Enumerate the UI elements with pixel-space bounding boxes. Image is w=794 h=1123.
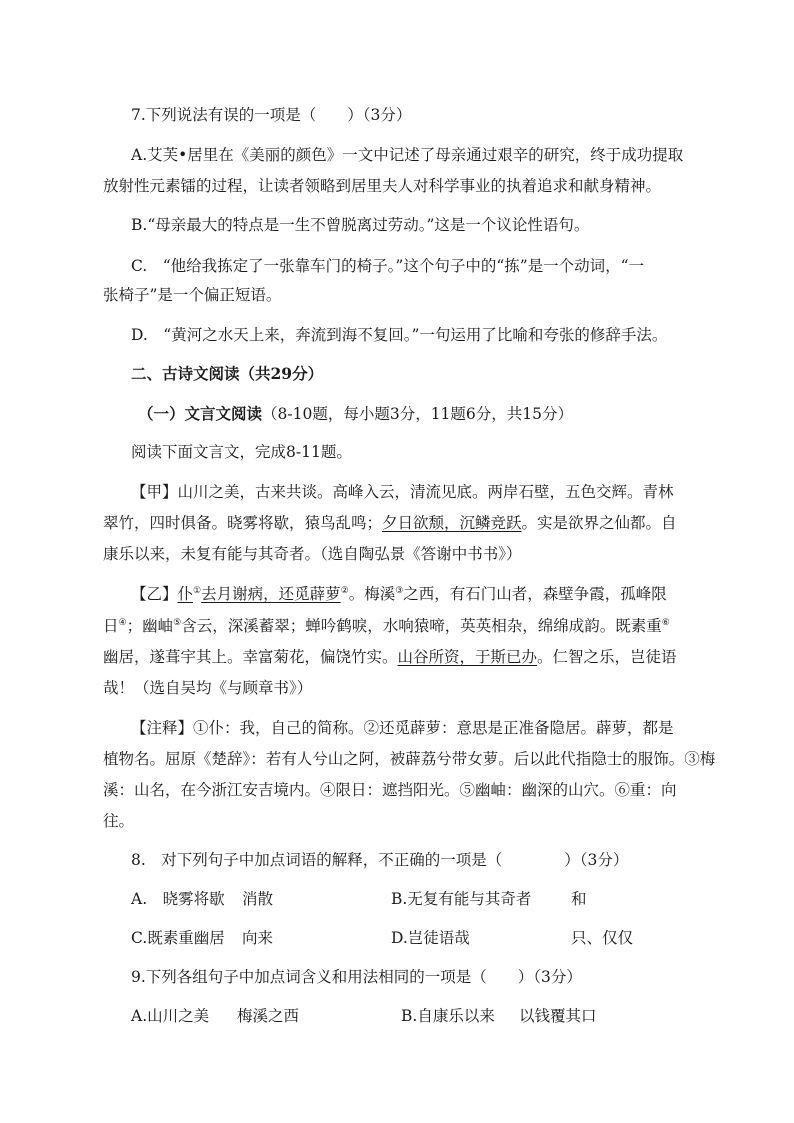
q7-option-c-line2: 张椅子”是一个偏正短语。	[103, 286, 282, 304]
passage-jia-line1: 【甲】山川之美，古来共谈。高峰入云，清流见底。两岸石壁，五色交辉。青林	[131, 483, 674, 501]
q7-option-d: D. “黄河之水天上来，奔流到海不复回。”一句运用了比喻和夸张的修辞手法。	[131, 326, 668, 344]
footnote-marker: ⑤	[173, 617, 182, 628]
q7-option-b: B.“母亲最大的特点是一生不曾脱离过劳动。”这是一个议论性语句。	[131, 216, 590, 234]
yi-underlined-text: 山谷所资，于斯已办	[397, 648, 538, 666]
section2-subtitle	[138, 404, 573, 424]
yi-text: 之西，有石门山者，森壁争霞，孤峰限	[403, 585, 667, 603]
q8-option-a-sentence: A. 晓雾将歇	[131, 890, 225, 908]
footnote-marker: ①	[193, 585, 202, 596]
q8-option-a-meaning: 消散	[242, 890, 274, 908]
yi-text: 日	[103, 617, 119, 635]
q8-option-d-meaning: 只、仅仅	[571, 929, 634, 947]
q8-stem: 8. 对下列句子中加点词语的解释，不正确的一项是（ ）（3分）	[131, 851, 629, 869]
q8-option-b-sentence: B.无复有能与其奇者	[391, 890, 532, 908]
passage-yi-line2	[103, 616, 670, 636]
section2-title: 二、古诗文阅读（共29分）	[131, 364, 324, 383]
q9-option-b-second: 以钱覆其口	[519, 1007, 597, 1025]
q7-stem: 7.下列说法有误的一项是（ ）（3分）	[131, 106, 412, 124]
q9-option-a-first: A.山川之美	[131, 1007, 210, 1025]
footnote-marker: ⑥	[661, 617, 670, 628]
q8-option-b-meaning: 和	[571, 890, 587, 908]
notes-line1: 【注释】①仆：我，自己的简称。②还觅薜萝：意思是正准备隐居。薜萝，都是	[131, 719, 674, 737]
subtitle-bold: （一）文言文阅读	[138, 404, 263, 423]
passage-yi-line3	[103, 647, 677, 667]
yi-text: 含云，深溪蓄翠；蝉吟鹤唳，水响猿啼，英英相杂，绵绵成韵。既素重	[181, 617, 662, 635]
q8-option-c-sentence: C.既素重幽居	[131, 929, 225, 947]
passage-jia-line2	[103, 513, 677, 533]
q7-option-a-line2: 放射性元素镭的过程，让读者领略到居里夫人对科学事业的执着追求和献身精神。	[103, 177, 662, 195]
footnote-marker: ④	[118, 617, 127, 628]
yi-text: 。仁智之乐，岂徒语	[537, 648, 677, 666]
jia-underlined-text: 夕日欲颓，沉鳞竞跃	[382, 514, 522, 532]
notes-line4: 往。	[103, 812, 135, 830]
yi-underlined-text: 去月谢病，还觅薜萝	[201, 585, 341, 603]
jia-text: 翠竹，四时俱备。晓雾将歇，猿鸟乱鸣；	[103, 514, 383, 532]
q7-option-c-line1: C. “他给我拣定了一张靠车门的椅子。”这个句子中的“拣”是一个动词，“一	[131, 257, 645, 275]
jia-text: 。实是欲界之仙都。自	[521, 514, 677, 532]
subtitle-rest: （8-10题，每小题3分，11题6分，共15分）	[262, 405, 574, 423]
q8-option-d-sentence: D.岂徒语哉	[391, 929, 470, 947]
reading-instruction: 阅读下面文言文，完成8-11题。	[131, 443, 352, 461]
q9-option-a-second: 梅溪之西	[237, 1007, 300, 1025]
footnote-marker: ③	[395, 585, 404, 596]
passage-yi-line4: 哉！（选自吴均《与顾章书》）	[103, 679, 313, 697]
yi-text: 【乙】	[131, 585, 178, 603]
q9-stem: 9.下列各组句子中加点词含义和用法相同的一项是（ ）（3分）	[131, 968, 582, 986]
q9-option-b-first: B.自康乐以来	[401, 1007, 495, 1025]
passage-yi-line1	[131, 584, 667, 604]
yi-text: ；幽岫	[126, 617, 174, 635]
notes-line2: 植物名。屈原《楚辞》：若有人兮山之阿，被薜荔兮带女萝。后以此代指隐士的服饰。③梅	[103, 750, 716, 768]
notes-line3: 溪：山名，在今浙江安吉境内。④限日：遮挡阳光。⑤幽岫：幽深的山穴。⑥重：向	[103, 781, 677, 799]
q8-option-c-meaning: 向来	[242, 929, 274, 947]
footnote-marker: ②	[340, 585, 349, 596]
yi-underlined-text: 仆	[177, 585, 194, 603]
passage-jia-line3: 康乐以来，未复有能与其奇者。（选自陶弘景《答谢中书书》）	[103, 545, 522, 563]
yi-text: 。梅溪	[348, 585, 396, 603]
q7-option-a-line1: A.艾芙•居里在《美丽的颜色》一文中记述了母亲通过艰辛的研究，终于成功提取	[131, 146, 684, 164]
yi-text: 幽居，遂葺宇其上。幸富菊花，偏饶竹实。	[103, 648, 398, 666]
